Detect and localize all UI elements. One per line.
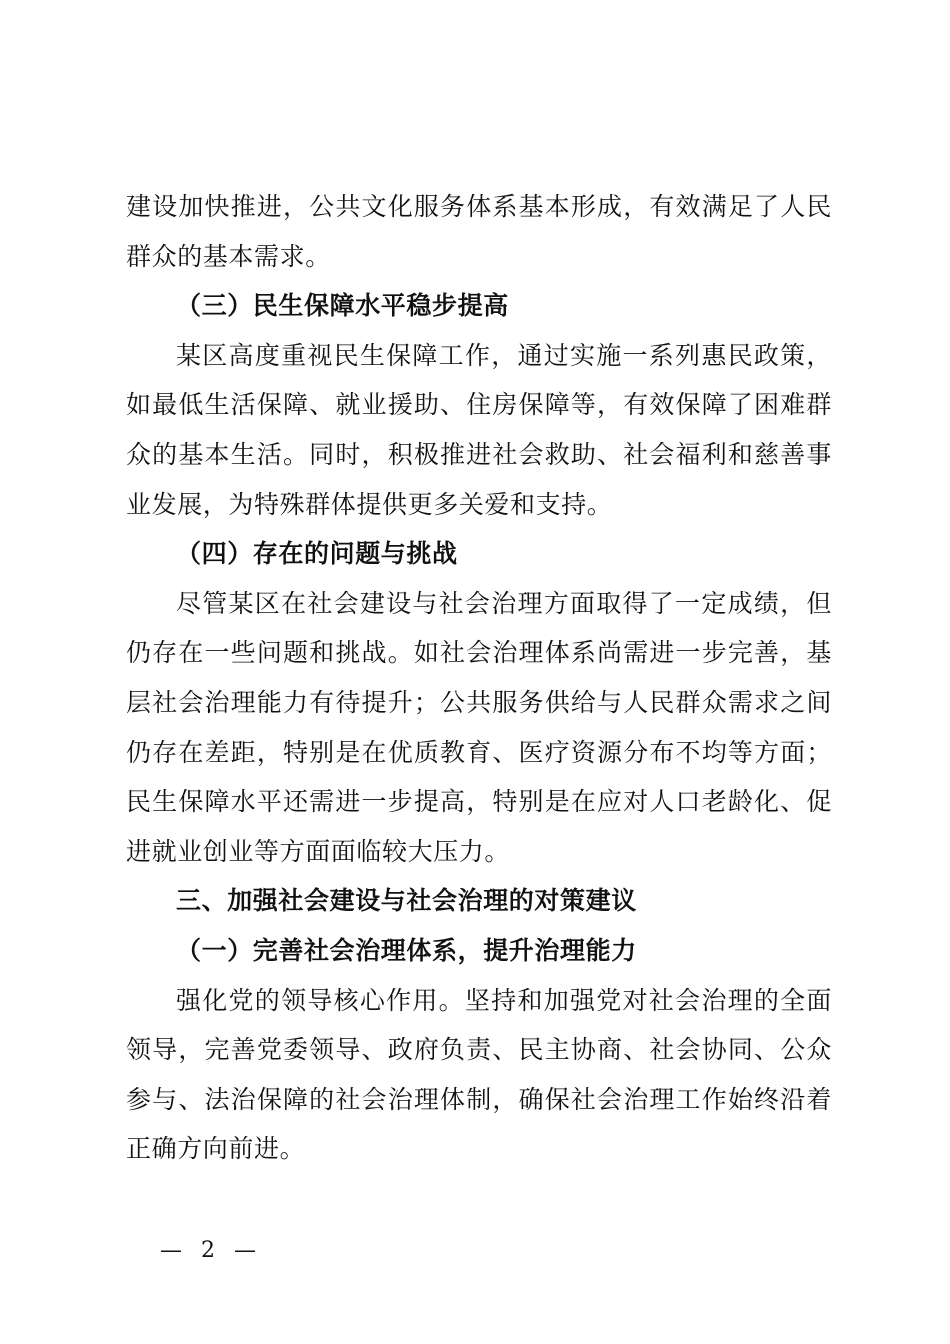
paragraph-party-leadership: 强化党的领导核心作用。坚持和加强党对社会治理的全面领导，完善党委领导、政府负责、民主协商、社会协同、公众参与、法治保障的社会治理体制，确保社会治理工作始终沿着正确方向前进。	[126, 985, 832, 1164]
section-heading-3: （三）民生保障水平稳步提高	[176, 291, 509, 321]
paragraph-problems: 尽管某区在社会建设与社会治理方面取得了一定成绩，但仍存在一些问题和挑战。如社会治理体系尚需进一步完善，基层社会治理能力有待提升；公共服务供给与人民群众需求之间仍存在差距，特别是在优质教育、医疗资源分布不均等方面；民生保障水平还需进一步提高，特别是在应对人口老龄化、促进就业创业等方面面临较大压力。	[126, 588, 832, 866]
page-number: — 2 —	[160, 1238, 262, 1263]
paragraph-livelihood: 某区高度重视民生保障工作，通过实施一系列惠民政策，如最低生活保障、就业援助、住房保障等，有效保障了困难群众的基本生活。同时，积极推进社会救助、社会福利和慈善事业发展，为特殊群体提供更多关爱和支持。	[126, 340, 832, 519]
section-heading-4: （四）存在的问题与挑战	[176, 539, 458, 569]
section-heading-1: （一）完善社会治理体系，提升治理能力	[176, 935, 637, 965]
document-body	[126, 182, 832, 1174]
chapter-heading-3: 三、加强社会建设与社会治理的对策建议	[176, 886, 637, 916]
paragraph-continued: 建设加快推进，公共文化服务体系基本形成，有效满足了人民群众的基本需求。	[126, 192, 832, 271]
